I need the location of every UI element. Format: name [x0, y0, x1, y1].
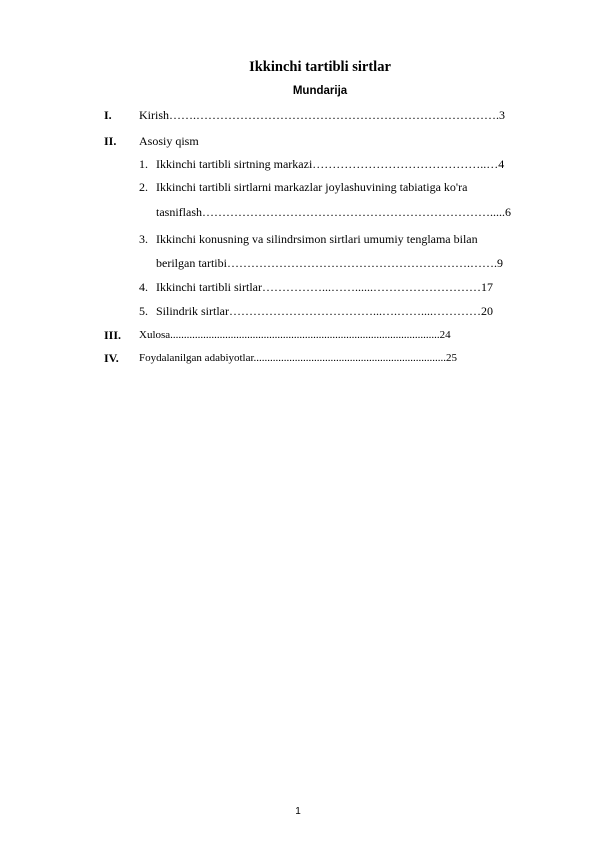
toc-entry-text: Foydalanilgan adabiyotlar......................................................................25	[139, 352, 458, 364]
toc-entry-references	[0, 350, 596, 366]
toc-subentry-3	[0, 231, 596, 247]
toc-subentry-5	[0, 303, 596, 319]
toc-entry-number: IV.	[104, 351, 119, 365]
toc-heading: Mundarija	[292, 85, 348, 97]
toc-subentry-1	[0, 156, 596, 172]
toc-entry-conclusion	[0, 327, 596, 343]
toc-subentry-text-continuation: tasniflash……………………………………………………………….....6	[156, 205, 511, 219]
toc-subentry-2	[0, 179, 596, 195]
toc-subentry-4	[0, 279, 596, 295]
page-title: Ikkinchi tartibli sirtlar	[249, 59, 391, 75]
toc-subentry-number: 5.	[139, 304, 148, 318]
toc-subentry-text: Ikkinchi tartibli sirtning markazi……………………………………..…4	[156, 157, 505, 171]
toc-subentry-2-continuation	[0, 204, 596, 220]
toc-entry-text: Xulosa..................................................................................................24	[139, 329, 451, 341]
toc-entry-number: III.	[104, 328, 122, 342]
toc-entry-introduction	[0, 107, 596, 123]
toc-subentry-number: 3.	[139, 232, 148, 246]
page-number: 1	[295, 806, 301, 817]
toc-entry-text: Kirish…….………………………………………………………………….3	[139, 108, 505, 122]
toc-entry-text: Asosiy qism	[139, 134, 199, 148]
toc-subentry-number: 1.	[139, 157, 148, 171]
toc-subentry-number: 4.	[139, 280, 148, 294]
toc-subentry-text: Ikkinchi konusning va silindrsimon sirtlari umumiy tenglama bilan	[156, 232, 478, 246]
toc-entry-number: II.	[104, 134, 117, 148]
toc-subentry-text-continuation: berilgan tartibi…………………………………………………….…….9	[156, 256, 503, 270]
toc-subentry-text: Ikkinchi tartibli sirtlarni markazlar joylashuvining tabiatiga ko'ra	[156, 180, 468, 194]
toc-subentry-text: Ikkinchi tartibli sirtlar……………...……......………………………17	[156, 280, 493, 294]
toc-entry-main-part	[0, 133, 596, 149]
toc-subentry-number: 2.	[139, 180, 148, 194]
toc-subentry-text: Silindrik sirtlar………………………………...….……....…………20	[156, 304, 493, 318]
toc-subentry-3-continuation	[0, 255, 596, 271]
toc-entry-number: I.	[104, 108, 112, 122]
